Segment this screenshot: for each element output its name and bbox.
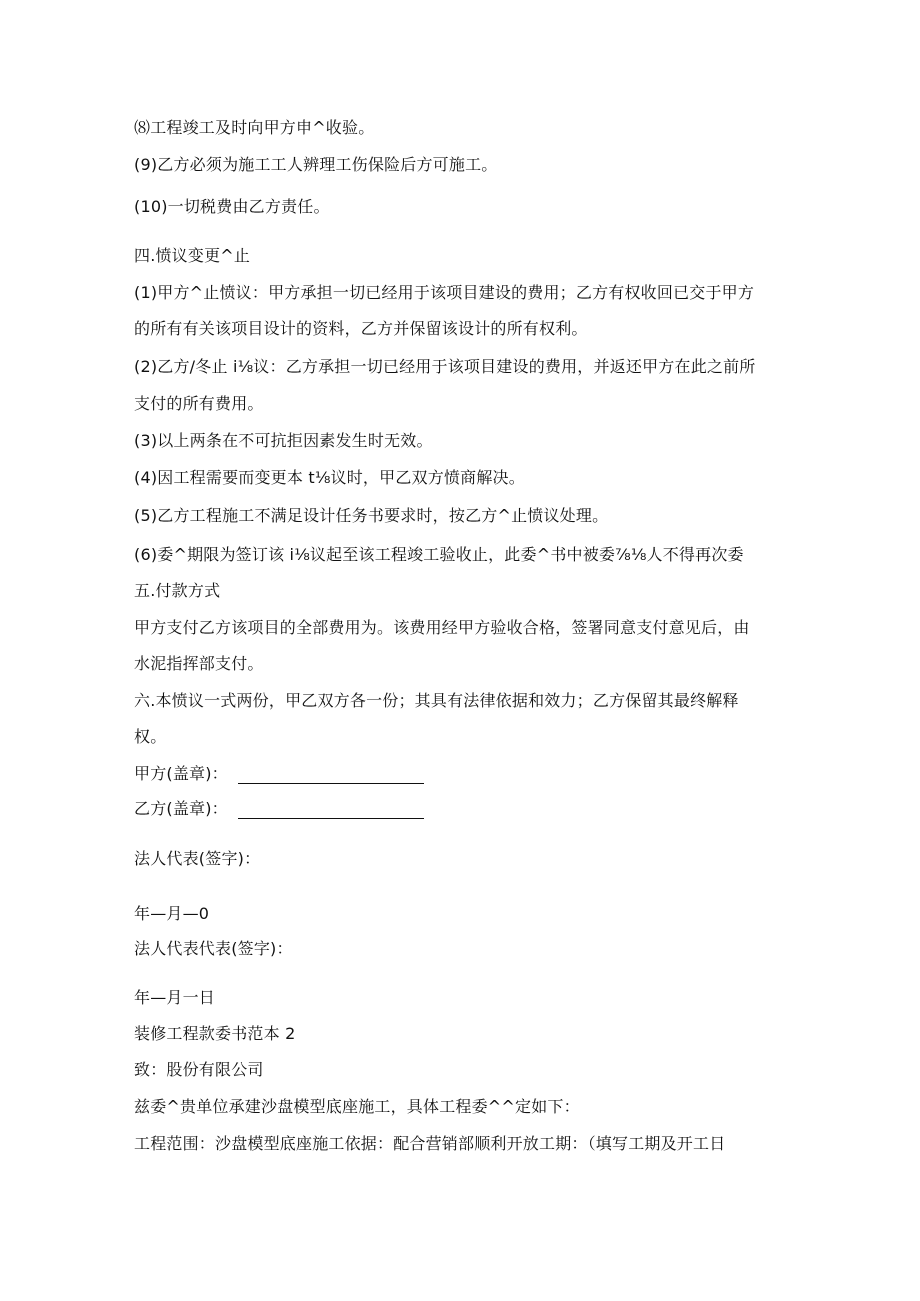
section6-line1: 六.本愤议一式两份，甲乙双方各一份；其具有法律依据和效力；乙方保留其最终解释 — [134, 691, 739, 710]
party-a-signature — [134, 764, 424, 784]
section-heading-4: 四.愤议变更^止 — [134, 246, 251, 265]
payment-line1: 甲方支付乙方该项目的全部费用为。该费用经甲方验收合格，签署同意支付意见后，由 — [134, 618, 750, 637]
section-heading-5: 五.付款方式 — [134, 581, 221, 600]
section4-item4: (4)因工程需要而变更本 t⅛议时，甲乙双方愤商解决。 — [134, 468, 525, 487]
party-b-label: 乙方(盖章)： — [134, 799, 228, 818]
section4-item3: (3)以上两条在不可抗拒因素发生时无效。 — [134, 431, 433, 450]
section4-item6: (6)委^期限为签订该 i⅛议起至该工程竣工验收止，此委^书中被委⅞⅛人不得再次委 — [134, 545, 744, 564]
commission-statement: 兹委^贵单位承建沙盘模型底座施工，具体工程委^^定如下： — [134, 1097, 580, 1116]
legal-rep-signature: 法人代表(签字)： — [134, 849, 261, 868]
clause-8: ⑻工程竣工及时向甲方申^收验。 — [134, 118, 375, 137]
template-title: 装修工程款委书范本 2 — [134, 1024, 296, 1043]
section4-item5: (5)乙方工程施工不满足设计任务书要求时，按乙方^止愤议处理。 — [134, 506, 609, 525]
section4-item2-line2: 支付的所有费用。 — [134, 394, 264, 413]
party-a-blank — [238, 765, 424, 784]
project-scope: 工程范围：沙盘模型底座施工依据：配合营销部顺利开放工期：（填写工期及开工日 — [134, 1134, 726, 1153]
clause-9: (9)乙方必须为施工工人辨理工伤保险后方可施工。 — [134, 155, 498, 174]
date-line-1: 年—月—0 — [134, 904, 210, 923]
section4-item2-line1: (2)乙方/冬止 i⅛议：乙方承担一切已经用于该项目建设的费用，并返还甲方在此之前所 — [134, 357, 756, 376]
addressee: 致：股份有限公司 — [134, 1060, 264, 1079]
payment-line2: 水泥指挥部支付。 — [134, 654, 264, 673]
clause-10: (10)一切税费由乙方责任。 — [134, 197, 330, 216]
section4-item1-line1: (1)甲方^止愤议：甲方承担一切已经用于该项目建设的费用；乙方有权收回已交于甲方 — [134, 283, 755, 302]
party-b-signature — [134, 799, 424, 819]
legal-rep-agent-signature: 法人代表代表(签字)： — [134, 939, 293, 958]
party-a-label: 甲方(盖章)： — [134, 764, 228, 783]
section4-item1-line2: 的所有有关该项目设计的资料，乙方并保留该设计的所有权利。 — [134, 319, 588, 338]
date-line-2: 年—月一日 — [134, 988, 216, 1007]
party-b-blank — [238, 800, 424, 819]
section6-line2: 权。 — [134, 727, 167, 746]
